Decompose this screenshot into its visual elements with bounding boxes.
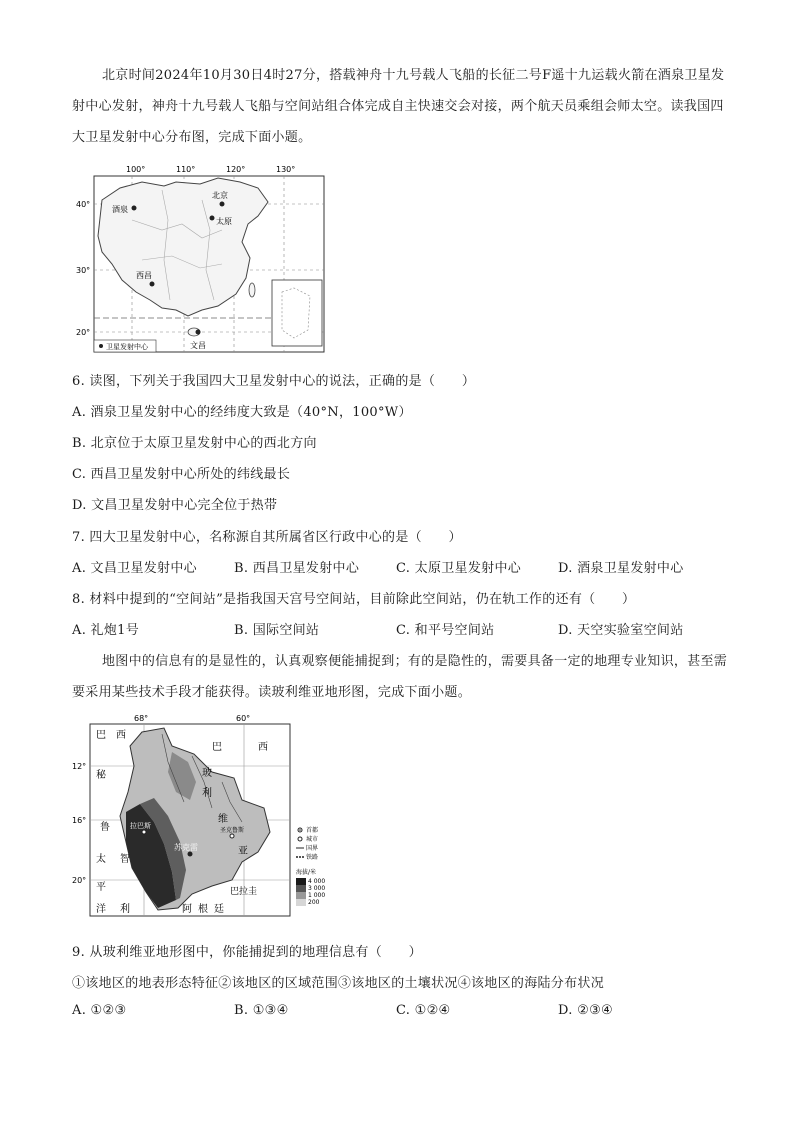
map1-legend: 卫星发射中心 <box>106 343 148 351</box>
lon-label-120: 120° <box>226 165 246 174</box>
q7-option-c[interactable]: C. 太原卫星发射中心 <box>396 561 522 576</box>
q6-option-a[interactable]: A. 酒泉卫星发射中心的经纬度大致是（40°N，100°W） <box>72 405 412 420</box>
lat-label-20: 20° <box>72 876 87 885</box>
lat-label-30: 30° <box>76 266 91 275</box>
lon-label-130: 130° <box>276 165 296 174</box>
region-brazil-3: 巴 <box>212 742 222 753</box>
q9-option-b[interactable]: B. ①③④ <box>234 1003 289 1018</box>
lon-label-100: 100° <box>126 165 146 174</box>
region-paraguay: 巴拉圭 <box>230 887 258 897</box>
region-pacific-1: 太 <box>96 854 106 865</box>
place-taiyuan: 太原 <box>216 217 232 226</box>
region-argentina-3: 廷 <box>214 904 224 915</box>
elevation-200: 200 <box>308 899 320 906</box>
lat-label-16: 16° <box>72 816 87 825</box>
region-bolivia-4: 亚 <box>238 846 248 857</box>
elevation-3000: 3 000 <box>308 885 326 892</box>
region-bolivia-3: 维 <box>218 814 228 825</box>
q9-stem: 9. 从玻利维亚地形图中，你能捕捉到的地理信息有（ ） <box>72 945 422 960</box>
q7-option-a[interactable]: A. 文昌卫星发射中心 <box>72 561 197 576</box>
q9-option-c[interactable]: C. ①②④ <box>396 1003 451 1018</box>
place-beijing: 北京 <box>212 191 228 200</box>
city-sucre: 苏克雷 <box>174 843 198 852</box>
q8-option-d[interactable]: D. 天空实验室空间站 <box>558 623 684 638</box>
region-peru-1: 秘 <box>96 770 106 781</box>
q7-option-d[interactable]: D. 酒泉卫星发射中心 <box>558 561 684 576</box>
region-brazil-2: 西 <box>116 730 126 741</box>
q7-stem: 7. 四大卫星发射中心，名称源自其所属省区行政中心的是（ ） <box>72 530 462 545</box>
elevation-1000: 1 000 <box>308 892 326 899</box>
city-la-paz: 拉巴斯 <box>130 822 151 830</box>
lon-label-110: 110° <box>176 165 196 174</box>
intro-paragraph-1: 北京时间2024年10月30日4时27分，搭载神舟十九号载人飞船的长征二号F遥十九运载火箭在酒泉卫星发射中心发射，神舟十九号载人飞船与空间站组合体完成自主快速交会对接，两个航天员乘组会师太空。读我国四大卫星发射中心分布图，完成下面小题。 <box>72 68 725 145</box>
q6-option-b[interactable]: B. 北京位于太原卫星发射中心的西北方向 <box>72 436 317 451</box>
region-brazil-4: 西 <box>258 742 268 753</box>
region-peru-2: 鲁 <box>100 822 110 833</box>
region-bolivia-1: 玻 <box>202 768 212 779</box>
q6-stem: 6. 读图，下列关于我国四大卫星发射中心的说法，正确的是（ ） <box>72 374 476 389</box>
intro-paragraph-2: 地图中的信息有的是显性的，认真观察便能捕捉到；有的是隐性的，需要具备一定的地理专业知识，甚至需要采用某些技术手段才能获得。读玻利维亚地形图，完成下面小题。 <box>72 654 728 700</box>
china-launch-centers-map <box>72 160 328 356</box>
lon-label-68: 68° <box>134 714 149 723</box>
region-argentina-2: 根 <box>198 904 208 915</box>
region-brazil-1: 巴 <box>96 730 106 741</box>
lat-label-20: 20° <box>76 328 91 337</box>
place-wenchang: 文昌 <box>190 341 206 350</box>
legend-border: 国界 <box>306 845 319 852</box>
legend-railway: 铁路 <box>306 854 319 861</box>
place-jiuquan: 酒泉 <box>112 205 128 214</box>
region-pacific-2: 平 <box>96 882 106 893</box>
place-xichang: 西昌 <box>136 271 152 280</box>
q6-option-d[interactable]: D. 文昌卫星发射中心完全位于热带 <box>72 498 278 513</box>
city-santa-cruz: 圣克鲁斯 <box>220 827 245 834</box>
elevation-title: 海拔/米 <box>296 869 317 876</box>
q7-option-b[interactable]: B. 西昌卫星发射中心 <box>234 561 360 576</box>
region-chile-1: 智 <box>120 854 130 865</box>
q6-option-c[interactable]: C. 西昌卫星发射中心所处的纬线最长 <box>72 467 291 482</box>
elevation-4000: 4 000 <box>308 878 326 885</box>
legend-city: 城市 <box>306 836 319 843</box>
region-argentina-1: 阿 <box>182 904 192 915</box>
q8-option-b[interactable]: B. 国际空间站 <box>234 623 320 638</box>
q8-stem: 8. 材料中提到的“空间站”是指我国天宫号空间站，目前除此空间站，仍在轨工作的还有（ ） <box>72 592 636 607</box>
launch-center-legend-icon <box>99 344 103 348</box>
q9-option-a[interactable]: A. ①②③ <box>72 1003 127 1018</box>
q8-option-a[interactable]: A. 礼炮1号 <box>72 623 140 638</box>
legend-capital: 首都 <box>306 827 319 834</box>
lat-label-12: 12° <box>72 762 87 771</box>
bolivia-topographic-map <box>72 712 330 920</box>
q8-option-c[interactable]: C. 和平号空间站 <box>396 623 495 638</box>
region-chile-2: 利 <box>120 904 130 915</box>
q9-items: ①该地区的地表形态特征②该地区的区域范围③该地区的土壤状况④该地区的海陆分布状况 <box>72 976 605 991</box>
region-pacific-3: 洋 <box>96 904 106 915</box>
lon-label-60: 60° <box>236 714 251 723</box>
lat-label-40: 40° <box>76 200 91 209</box>
region-bolivia-2: 利 <box>202 788 212 799</box>
q9-option-d[interactable]: D. ②③④ <box>558 1003 613 1018</box>
